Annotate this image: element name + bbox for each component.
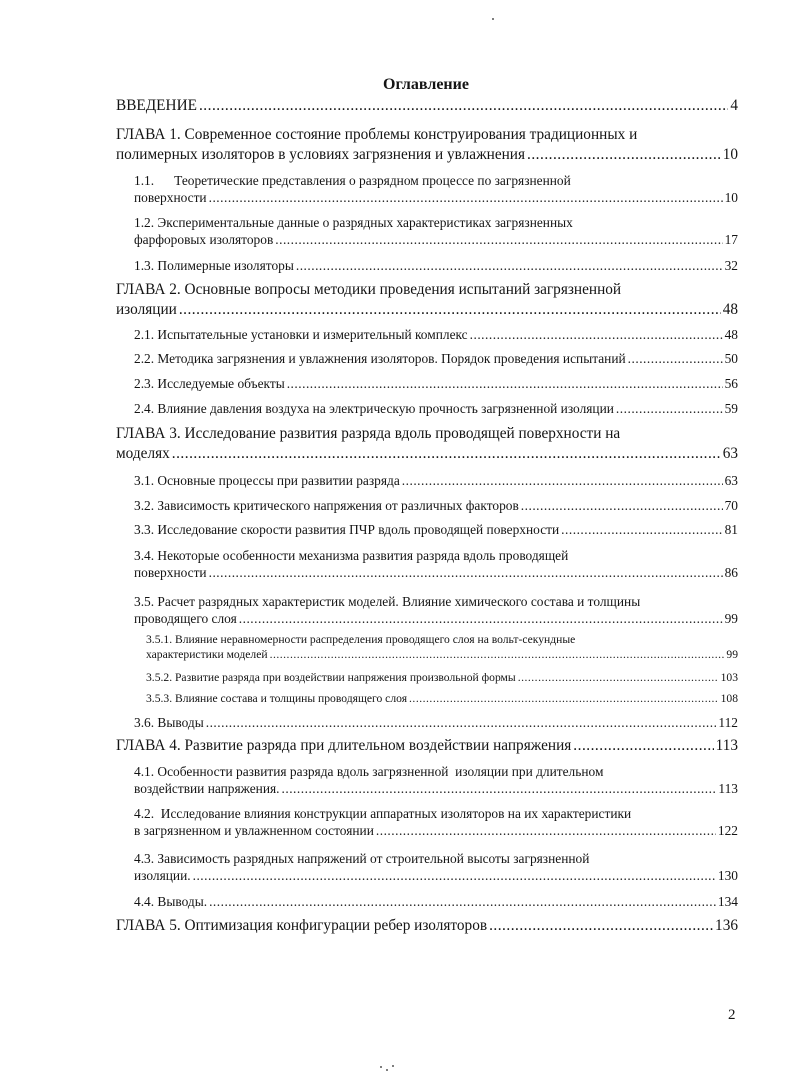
toc-entry-text: в загрязненном и увлажненном состоянии	[134, 823, 374, 838]
toc-entry-text: 3.6. Выводы	[134, 715, 204, 730]
toc-page-number: 112	[718, 715, 738, 730]
dot-leader	[628, 351, 723, 367]
toc-page-number: 32	[724, 258, 738, 273]
dot-leader	[206, 715, 717, 731]
toc-page-number: 63	[724, 473, 738, 488]
toc-page-number: 136	[715, 917, 738, 934]
toc-entry-text: 3.5.2. Развитие разряда при воздействии напряжения произвольной формы	[146, 671, 516, 684]
page-number: 2	[728, 1007, 736, 1023]
toc-page-number: 59	[724, 401, 738, 416]
dot-leader	[296, 258, 723, 274]
toc-page-number: 99	[724, 611, 738, 626]
dot-leader	[179, 301, 721, 319]
toc-page-number: 134	[717, 894, 738, 909]
toc-page-number: 108	[720, 692, 738, 705]
toc-entry-text: 3.5. Расчет разрядных характеристик моделей. Влияние химического состава и толщины	[134, 594, 641, 609]
toc-page-number: 17	[724, 232, 738, 247]
toc-page-number: 48	[722, 301, 738, 318]
dot-leader	[489, 917, 713, 935]
toc-page-number: 113	[718, 781, 738, 796]
toc-entry-text: 2.4. Влияние давления воздуха на электрическую прочность загрязненной изоляции	[134, 401, 614, 416]
toc-entry-text: 1.1. Теоретические представления о разрядном процессе по загрязненной	[134, 173, 571, 188]
toc-page-number: 56	[724, 376, 738, 391]
toc-entry-text: воздействии напряжения.	[134, 781, 280, 796]
dot-leader	[616, 401, 723, 417]
toc-entry-text: 3.5.1. Влияние неравномерности распределения проводящего слоя на вольт-секундные	[146, 633, 576, 646]
toc-entry-text: проводящего слоя	[134, 611, 237, 626]
dot-leader	[409, 692, 719, 705]
toc-entry-text: ГЛАВА 1. Современное состояние проблемы конструирования традиционных и	[116, 126, 638, 143]
dot-leader	[287, 376, 723, 392]
toc-page-number: 81	[724, 522, 738, 537]
toc-page-number: 10	[722, 146, 738, 163]
dot-leader	[521, 498, 723, 514]
toc-page-number: 63	[722, 445, 738, 462]
toc-page-number: 113	[715, 737, 738, 754]
toc-page-number: 70	[724, 498, 738, 513]
dot-leader	[239, 611, 723, 627]
toc-page-number: 10	[724, 190, 738, 205]
dot-leader	[527, 146, 721, 164]
toc-page-number: 86	[724, 565, 738, 580]
toc-entry-text: поверхности	[134, 565, 207, 580]
dot-leader	[470, 327, 723, 343]
scan-speck	[380, 1066, 382, 1068]
dot-leader	[270, 648, 725, 661]
toc-page-number: 99	[726, 648, 738, 661]
dot-leader	[376, 823, 716, 839]
toc-entry-text: 3.4. Некоторые особенности механизма развития разряда вдоль проводящей	[134, 548, 569, 563]
toc-page-number: 48	[724, 327, 738, 342]
dot-leader	[573, 737, 713, 755]
toc-entry-text: полимерных изоляторов в условиях загрязнения и увлажнения	[116, 146, 526, 163]
toc-entry-text: 4.3. Зависимость разрядных напряжений от строительной высоты загрязненной	[134, 851, 590, 866]
toc-entry-text: ГЛАВА 2. Основные вопросы методики проведения испытаний загрязненной	[116, 281, 622, 298]
dot-leader	[199, 97, 728, 115]
dot-leader	[282, 781, 717, 797]
dot-leader	[561, 522, 722, 538]
toc-entry-text: 3.5.3. Влияние состава и толщины проводящего слоя	[146, 692, 408, 705]
toc-entry-text: изоляции	[116, 301, 177, 318]
toc-entry-text: изоляции.	[134, 868, 191, 883]
toc-entry-text: фарфоровых изоляторов	[134, 232, 274, 247]
toc-page-number: 122	[717, 823, 738, 838]
toc-entry-text: 2.3. Исследуемые объекты	[134, 376, 285, 391]
toc-entry-text: ВВЕДЕНИЕ	[116, 97, 197, 114]
toc-entry-text: 2.2. Методика загрязнения и увлажнения изоляторов. Порядок проведения испытаний	[134, 351, 626, 366]
toc-page-number: 103	[720, 671, 738, 684]
toc-entry-text: 4.2. Исследование влияния конструкции аппаратных изоляторов на их характеристики	[134, 806, 632, 821]
toc-entry-text: ГЛАВА 4. Развитие разряда при длительном воздействии напряжения	[116, 737, 572, 754]
toc-entry-text: 4.4. Выводы.	[134, 894, 208, 909]
dot-leader	[209, 894, 716, 910]
toc-entry-text: 1.3. Полимерные изоляторы	[134, 258, 294, 273]
toc-entry-text: ГЛАВА 3. Исследование развития разряда вдоль проводящей поверхности на	[116, 425, 621, 442]
toc-entry-text: 3.3. Исследование скорости развития ПЧР вдоль проводящей поверхности	[134, 522, 560, 537]
toc-entry-text: 3.1. Основные процессы при развитии разряда	[134, 473, 400, 488]
toc-page-number: 50	[724, 351, 738, 366]
dot-leader	[209, 190, 723, 206]
scan-speck	[386, 1069, 388, 1071]
toc-entry-text: поверхности	[134, 190, 207, 205]
dot-leader	[275, 232, 722, 248]
dot-leader	[402, 473, 723, 489]
scan-speck	[492, 18, 494, 20]
toc-entry-text: характеристики моделей	[146, 648, 268, 661]
dot-leader	[172, 445, 721, 463]
toc-entry-text: 2.1. Испытательные установки и измерительный комплекс	[134, 327, 468, 342]
toc-page-number: 130	[717, 868, 738, 883]
dot-leader	[209, 565, 723, 581]
dot-leader	[193, 868, 716, 884]
toc-page-number: 4	[730, 97, 738, 114]
toc-entry-text: моделях	[116, 445, 170, 462]
page-title: Оглавление	[383, 76, 469, 93]
scan-speck	[392, 1065, 394, 1067]
toc-entry-text: 4.1. Особенности развития разряда вдоль загрязненной изоляции при длительном	[134, 764, 604, 779]
toc-entry-text: ГЛАВА 5. Оптимизация конфигурации ребер изоляторов	[116, 917, 488, 934]
toc-entry-text: 1.2. Экспериментальные данные о разрядных характеристиках загрязненных	[134, 215, 573, 230]
toc-entry-text: 3.2. Зависимость критического напряжения от различных факторов	[134, 498, 519, 513]
dot-leader	[518, 671, 719, 684]
